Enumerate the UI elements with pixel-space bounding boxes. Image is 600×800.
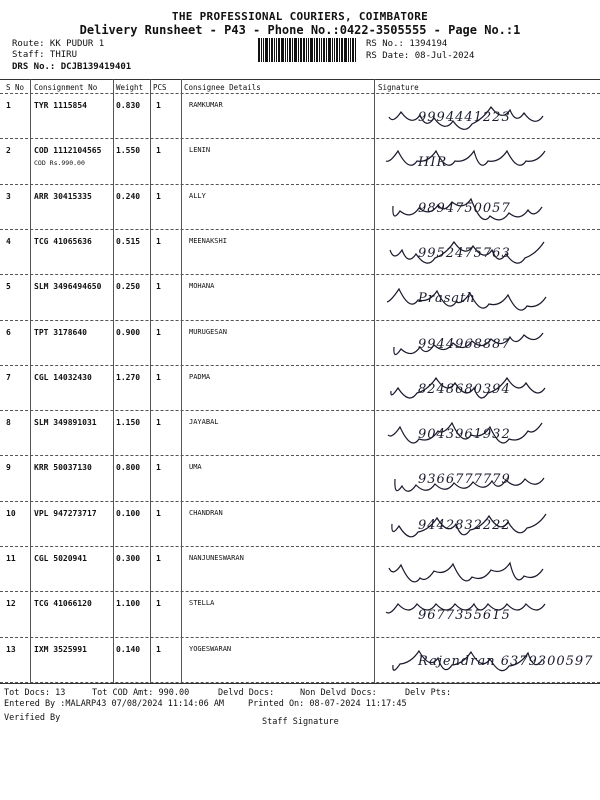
signature-phone-text: Rajendran 6379300597	[418, 653, 594, 669]
barcode-bar	[332, 38, 333, 62]
signature-handwriting	[378, 413, 596, 454]
row-separator	[0, 546, 600, 547]
col-divider	[181, 79, 182, 683]
cell-sno: 6	[6, 327, 11, 337]
runsheet-title: Delivery Runsheet - P43 - Phone No.:0422-3505555 - Page No.:1	[79, 23, 521, 37]
table-top-rule	[0, 79, 600, 80]
cell-consignment: IXM 3525991	[34, 644, 87, 654]
barcode-bar	[348, 38, 349, 62]
barcode-bar	[321, 38, 322, 62]
barcode-bar	[350, 38, 351, 62]
barcode-bar	[287, 38, 288, 62]
row-separator	[0, 501, 600, 502]
total-docs: Tot Docs: 13	[4, 688, 66, 698]
row-separator	[0, 274, 600, 275]
cell-sno: 5	[6, 282, 11, 292]
non-delivered-docs: Non Delvd Docs:	[300, 688, 377, 698]
barcode-bar	[294, 38, 297, 62]
cell-consignee: MEENAKSHI	[189, 236, 227, 245]
header-rule	[0, 93, 600, 94]
barcode-bar	[258, 38, 260, 62]
signature-phone-text: HIR	[418, 155, 448, 171]
barcode-bar	[265, 38, 268, 62]
cell-pcs: 1	[156, 191, 161, 201]
barcode-bar	[334, 38, 335, 62]
rs-date: RS Date: 08-Jul-2024	[366, 51, 475, 61]
cell-pcs: 1	[156, 599, 161, 609]
barcode-bar	[323, 38, 325, 62]
cell-consignment: CGL 5020941	[34, 554, 87, 563]
cell-pcs: 1	[156, 282, 161, 292]
cell-weight: 1.100	[116, 599, 141, 609]
cell-sno: 3	[6, 191, 11, 201]
delivery-points: Delv Pts:	[405, 688, 452, 698]
col-divider	[374, 79, 375, 683]
signature-phone-text: 9442832222	[418, 517, 511, 533]
cell-weight: 1.150	[116, 418, 141, 428]
barcode-bar	[326, 38, 327, 62]
cell-consignee: RAMKUMAR	[189, 101, 223, 109]
barcode	[258, 38, 363, 62]
cell-pcs: 1	[156, 418, 161, 428]
barcode-bar	[341, 38, 343, 62]
cell-consignment: KRR 50037130	[34, 463, 92, 473]
signature-phone-text: Prasath	[418, 291, 476, 307]
signature-handwriting	[378, 96, 596, 137]
row-separator	[0, 410, 600, 411]
signature-phone-text: 9043961932	[418, 427, 511, 443]
cell-consignee: MURUGESAN	[189, 327, 227, 336]
cell-pcs: 1	[156, 554, 161, 563]
barcode-bar	[319, 38, 320, 62]
cell-sno: 12	[6, 599, 16, 609]
barcode-bar	[339, 38, 340, 62]
barcode-bar	[269, 38, 270, 62]
cell-sno: 10	[6, 508, 16, 518]
col-header-consignment: Consignment No	[34, 83, 98, 92]
cell-pcs: 1	[156, 644, 161, 654]
cell-pcs: 1	[156, 372, 161, 382]
cell-consignee: STELLA	[189, 599, 215, 608]
delivered-docs: Delvd Docs:	[218, 688, 275, 698]
barcode-bar	[328, 38, 331, 62]
cell-consignee: UMA	[189, 463, 202, 472]
barcode-bar	[289, 38, 291, 62]
signature-handwriting	[378, 368, 596, 409]
barcode-bar	[276, 38, 277, 62]
row-separator	[0, 591, 600, 592]
cell-consignee: ALLY	[189, 191, 206, 200]
row-separator	[0, 455, 600, 456]
barcode-bar	[281, 38, 284, 62]
barcode-bar	[355, 38, 356, 62]
signature-phone-text: 9677355615	[418, 608, 511, 624]
barcode-bar	[352, 38, 354, 62]
barcode-bar	[274, 38, 275, 62]
cell-weight: 0.140	[116, 644, 141, 654]
signature-handwriting	[378, 232, 596, 273]
cell-weight: 0.100	[116, 508, 141, 518]
col-divider	[150, 79, 151, 683]
row-separator	[0, 184, 600, 185]
signature-stroke	[389, 563, 543, 582]
cell-pcs: 1	[156, 463, 161, 473]
cell-weight: 0.515	[116, 236, 141, 246]
row-separator	[0, 229, 600, 230]
signature-handwriting	[378, 141, 596, 182]
cell-consignee: CHANDRAN	[189, 508, 223, 517]
col-divider	[113, 79, 114, 683]
barcode-bar	[316, 38, 318, 62]
row-separator	[0, 637, 600, 638]
cell-weight: 0.830	[116, 101, 141, 110]
cell-pcs: 1	[156, 327, 161, 337]
cell-weight: 0.900	[116, 327, 141, 337]
cell-consignee: MOHANA	[189, 282, 215, 291]
signature-handwriting	[378, 458, 596, 499]
cell-consignee: PADMA	[189, 372, 211, 381]
cell-weight: 0.800	[116, 463, 141, 473]
entered-by: Entered By :MALARP43 07/08/2024 11:14:06 AM	[4, 699, 225, 709]
cell-consignment: COD 1112104565	[34, 146, 102, 156]
signature-handwriting	[378, 640, 596, 681]
cell-consignee: YOGESWARAN	[189, 644, 232, 653]
cell-consignment: TCG 41066120	[34, 599, 92, 609]
cell-consignee: JAYABAL	[189, 418, 219, 427]
col-header-signature: Signature	[378, 83, 419, 92]
cell-weight: 1.550	[116, 146, 141, 156]
signature-handwriting	[378, 594, 596, 635]
barcode-bar	[300, 38, 302, 62]
cell-consignment: TYR 1115854	[34, 101, 87, 110]
total-cod-amount: Tot COD Amt: 990.00	[92, 688, 190, 698]
cod-amount: COD Rs.990.00	[34, 159, 85, 168]
verified-by: Verified By	[4, 713, 61, 723]
row-separator	[0, 320, 600, 321]
route-label: Route: KK PUDUR 1	[12, 39, 105, 49]
cell-consignment: TCG 41065636	[34, 236, 92, 246]
cell-consignment: ARR 30415335	[34, 191, 92, 201]
signature-handwriting	[378, 277, 596, 318]
barcode-bar	[271, 38, 273, 62]
barcode-bar	[306, 38, 307, 62]
col-header-weight: Weight	[116, 83, 144, 92]
cell-sno: 4	[6, 236, 11, 246]
signature-phone-text: 9944968887	[418, 336, 511, 352]
row-separator	[0, 138, 600, 139]
signature-phone-text: 9994441223	[418, 110, 511, 125]
cell-weight: 0.240	[116, 191, 141, 201]
signature-phone-text: 9366777779	[418, 472, 511, 488]
signature-handwriting	[378, 323, 596, 364]
footer-rule	[0, 683, 600, 684]
cell-sno: 1	[6, 101, 11, 110]
barcode-bar	[310, 38, 313, 62]
cell-consignee: NANJUNESWARAN	[189, 554, 244, 562]
signature-handwriting	[378, 549, 596, 590]
cell-weight: 1.270	[116, 372, 141, 382]
barcode-bar	[303, 38, 305, 62]
cell-pcs: 1	[156, 236, 161, 246]
cell-sno: 7	[6, 372, 11, 382]
cell-sno: 11	[6, 554, 16, 563]
cell-consignee: LENIN	[189, 146, 211, 155]
col-header-sno: S No	[6, 83, 25, 92]
staff-label: Staff: THIRU	[12, 50, 78, 60]
cell-weight: 0.250	[116, 282, 141, 292]
signature-phone-text: 9952475763	[418, 245, 511, 261]
rs-number: RS No.: 1394194	[366, 39, 448, 49]
barcode-bar	[263, 38, 264, 62]
cell-sno: 8	[6, 418, 11, 428]
barcode-bar	[298, 38, 299, 62]
cell-pcs: 1	[156, 101, 161, 110]
col-header-pcs: PCS	[153, 83, 167, 92]
staff-signature: Staff Signature	[262, 717, 339, 727]
barcode-bar	[336, 38, 338, 62]
cell-sno: 2	[6, 146, 11, 156]
cell-consignment: TPT 3178640	[34, 327, 87, 337]
signature-handwriting	[378, 504, 596, 545]
signature-handwriting	[378, 187, 596, 228]
cell-consignment: VPL 947273717	[34, 508, 97, 518]
cell-pcs: 1	[156, 508, 161, 518]
cell-consignment: SLM 349891031	[34, 418, 97, 428]
barcode-bar	[292, 38, 293, 62]
drs-label: DRS No.: DCJB139419401	[12, 62, 132, 72]
barcode-bar	[308, 38, 309, 62]
barcode-bar	[344, 38, 347, 62]
col-header-consignee: Consignee Details	[184, 83, 261, 92]
cell-consignment: SLM 3496494650	[34, 282, 102, 292]
barcode-bar	[261, 38, 262, 62]
row-separator	[0, 365, 600, 366]
signature-stroke	[386, 151, 545, 165]
barcode-bar	[278, 38, 280, 62]
cell-consignment: CGL 14032430	[34, 372, 92, 382]
barcode-bar	[285, 38, 286, 62]
printed-on: Printed On: 08-07-2024 11:17:45	[248, 699, 407, 709]
company-title: THE PROFESSIONAL COURIERS, COIMBATORE	[171, 10, 429, 23]
cell-sno: 13	[6, 644, 16, 654]
signature-phone-text: 9894750057	[418, 200, 511, 216]
signature-phone-text: 8248680394	[418, 381, 511, 397]
col-divider	[30, 79, 31, 683]
cell-pcs: 1	[156, 146, 161, 156]
cell-weight: 0.300	[116, 554, 141, 563]
barcode-bar	[314, 38, 315, 62]
cell-sno: 9	[6, 463, 11, 473]
